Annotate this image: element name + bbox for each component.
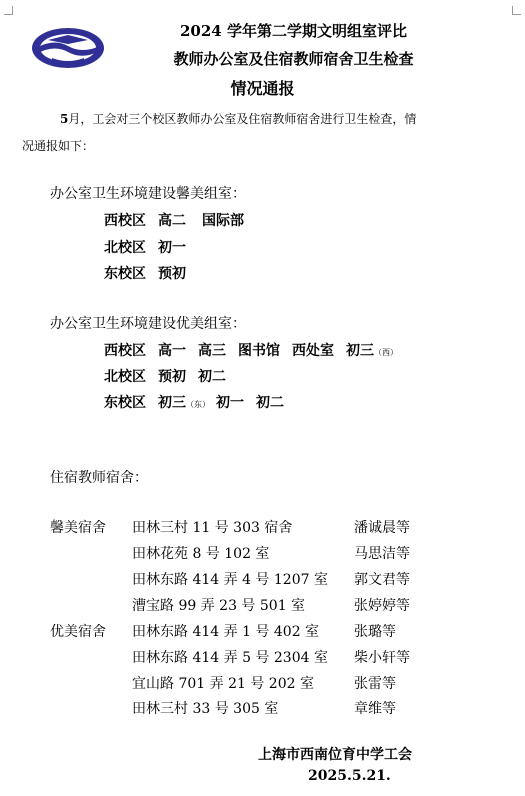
signature-date: 2025.5.21. bbox=[308, 768, 391, 784]
crop-mark-top-right bbox=[512, 6, 521, 15]
intro-line-2: 况通报如下： bbox=[22, 139, 95, 153]
dorm-address: 漕宝路 99 弄 23 号 501 室 bbox=[132, 598, 306, 614]
dorm-heading: 住宿教师宿舍： bbox=[50, 470, 148, 486]
youmei-dorm-label: 优美宿舍 bbox=[50, 624, 106, 640]
dorm-address: 田林三村 11 号 303 宿舍 bbox=[132, 520, 293, 536]
dorm-name: 郭文君等 bbox=[354, 572, 410, 588]
intro-month: 5 bbox=[60, 112, 69, 126]
dorm-address: 田林东路 414 弄 1 号 402 室 bbox=[132, 624, 320, 640]
dorm-name: 张璐等 bbox=[354, 624, 396, 640]
youmei-row-north: 北校区 预初 初二 bbox=[104, 369, 226, 385]
dorm-name: 马思洁等 bbox=[354, 546, 410, 562]
xinmei-office-heading: 办公室卫生环境建设馨美组室： bbox=[50, 186, 246, 202]
dorm-name: 柴小轩等 bbox=[354, 650, 410, 666]
dorm-address: 田林东路 414 弄 4 号 1207 室 bbox=[132, 572, 328, 588]
xinmei-row-north: 北校区 初一 bbox=[104, 240, 186, 256]
crop-mark-top-left bbox=[4, 6, 13, 15]
dorm-name: 潘诚晨等 bbox=[354, 520, 410, 536]
dorm-address: 宜山路 701 弄 21 号 202 室 bbox=[132, 676, 314, 692]
signature-org: 上海市西南位育中学工会 bbox=[258, 747, 412, 763]
youmei-row-west: 西校区 高一 高三 图书馆 西处室 初三（西） bbox=[104, 343, 398, 359]
title-line-1: 2024 学年第二学期文明组室评比 bbox=[180, 22, 407, 40]
title-line-2: 教师办公室及住宿教师宿舍卫生检查 bbox=[173, 50, 414, 68]
xinmei-dorm-label: 馨美宿舍 bbox=[50, 520, 106, 536]
dorm-address: 田林三村 33 号 305 室 bbox=[132, 701, 279, 717]
dorm-address: 田林花苑 8 号 102 室 bbox=[132, 546, 270, 562]
dorm-name: 章维等 bbox=[354, 701, 396, 717]
dorm-address: 田林东路 414 弄 5 号 2304 室 bbox=[132, 650, 328, 666]
xinmei-row-east: 东校区 预初 bbox=[104, 266, 186, 282]
title-line-3: 情况通报 bbox=[230, 79, 295, 98]
intro-line-1: 5月，工会对三个校区教师办公室及住宿教师宿舍进行卫生检查，情 bbox=[60, 112, 417, 126]
youmei-office-heading: 办公室卫生环境建设优美组室： bbox=[50, 316, 246, 332]
dorm-name: 张雷等 bbox=[354, 676, 396, 692]
youmei-row-east: 东校区 初三（东） 初一 初二 bbox=[104, 395, 284, 411]
dorm-name: 张婷婷等 bbox=[354, 598, 410, 614]
xinmei-row-west: 西校区 高二 国际部 bbox=[104, 213, 244, 229]
